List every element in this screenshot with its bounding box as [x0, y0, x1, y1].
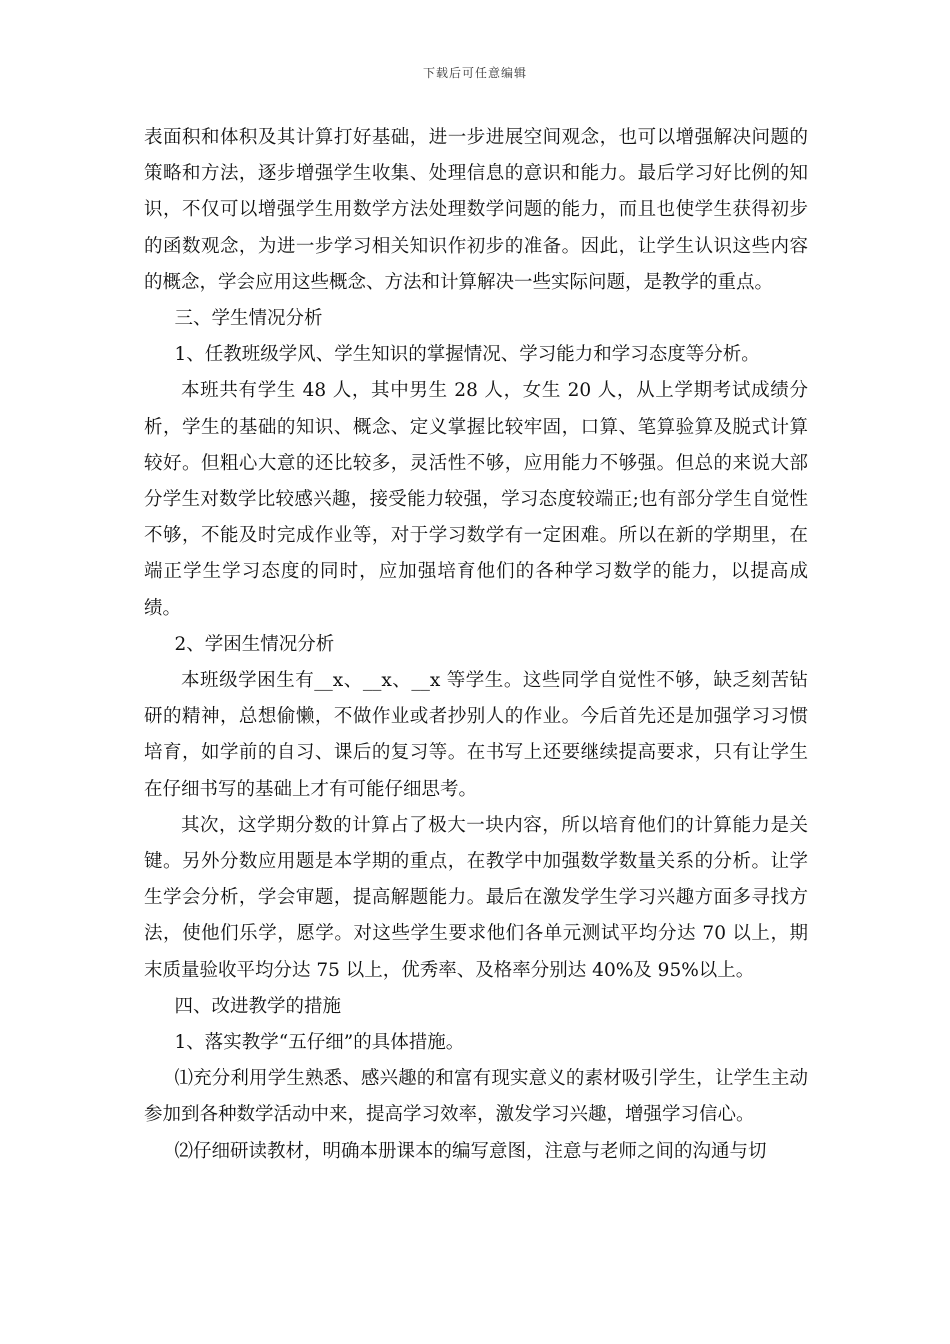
page-header: 下载后可任意编辑 [422, 66, 527, 80]
subheading-five-careful: 1、落实教学“五仔细”的具体措施。 [174, 1032, 465, 1054]
subheading-struggling-students: 2、学困生情况分析 [174, 633, 335, 655]
document-body [144, 120, 808, 1170]
paragraph-fraction-goals: 其次，这学期分数的计算占了极大一块内容，所以培育他们的计算能力是关键。另外分数应用题是本学期的重点，在教学中加强数学数量关系的分析。让学生学会分析，学会审题，提高解题能力。最后在激发学生学习兴趣方面多寻找方法，使他们乐学，愿学。对这些学生要求他们各单元测试平均分达 70 以上，期末质量验收平均分达 75 以上，优秀率、及格率分别达 40%及 95%以上。 [144, 814, 808, 981]
section-heading-improvement-measures: 四、改进教学的措施 [174, 995, 342, 1017]
subheading-class-analysis: 1、任教班级学风、学生知识的掌握情况、学习能力和学习态度等分析。 [174, 344, 760, 366]
paragraph-class-overview: 本班共有学生 48 人，其中男生 28 人，女生 20 人，从上学期考试成绩分析，学生的基础的知识、概念、定义掌握比较牢固，口算、笔算验算及脱式计算较好。但粗心大意的还比较多，灵活性不够，应用能力不够强。但总的来说大部分学生对数学比较感兴趣，接受能力较强，学习态度较端正;也有部分学生自觉性不够，不能及时完成作业等，对于学习数学有一定困难。所以在新的学期里，在端正学生学习态度的同时，应加强培育他们的各种学习数学的能力，以提高成绩。 [144, 380, 808, 619]
section-heading-student-analysis: 三、学生情况分析 [174, 308, 323, 330]
paragraph-intro-continuation: 表面积和体积及其计算打好基础，进一步进展空间观念，也可以增强解决问题的策略和方法，逐步增强学生收集、处理信息的意识和能力。最后学习好比例的知识，不仅可以增强学生用数学方法处理数学问题的能力，而且也使学生获得初步的函数观念，为进一步学习相关知识作初步的准备。因此，让学生认识这些内容的概念，学会应用这些概念、方法和计算解决一些实际问题，是教学的重点。 [144, 127, 808, 293]
list-item-measure-2: ⑵仔细研读教材，明确本册课本的编写意图，注意与老师之间的沟通与切 [174, 1140, 767, 1162]
list-item-measure-1: ⑴充分利用学生熟悉、感兴趣的和富有现实意义的素材吸引学生，让学生主动参加到各种数学活动中来，提高学习效率，激发学习兴趣，增强学习信心。 [144, 1068, 808, 1126]
paragraph-struggling-students: 本班级学困生有__x、__x、__x 等学生。这些同学自觉性不够，缺乏刻苦钻研的精神，总想偷懒，不做作业或者抄别人的作业。今后首先还是加强学习习惯培育，如学前的自习、课后的复习等。在书写上还要继续提高要求，只有让学生在仔细书写的基础上才有可能仔细思考。 [144, 670, 808, 800]
